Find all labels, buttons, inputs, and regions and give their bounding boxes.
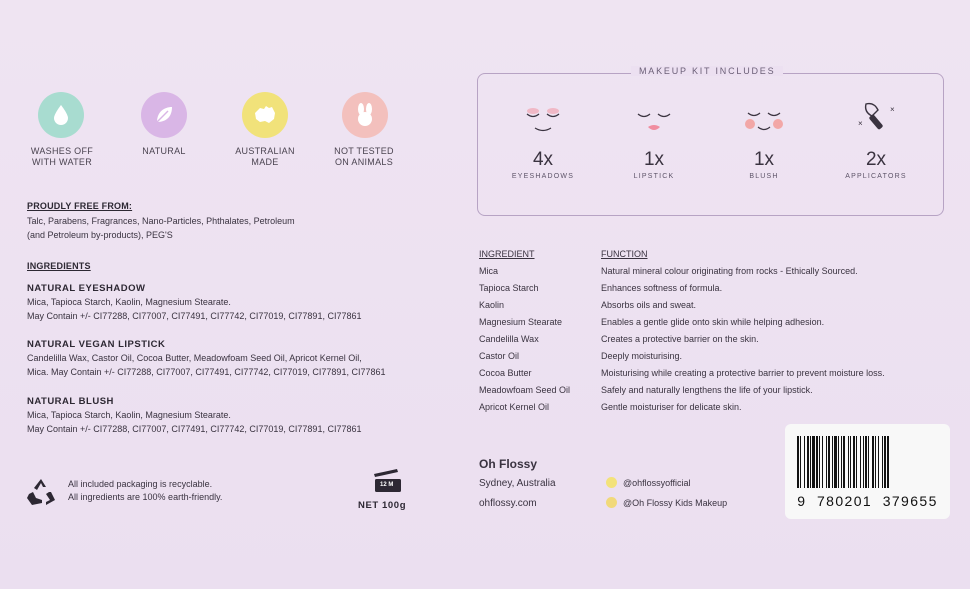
- table-cell-function: Gentle moisturiser for delicate skin.: [601, 402, 742, 412]
- ingredient-line: May Contain +/- CI77288, CI77007, CI77491, CI77742, CI77019, CI77891, CI77861: [27, 311, 362, 321]
- barcode-bar: [841, 436, 842, 488]
- barcode-bar: [816, 436, 818, 488]
- table-cell-function: Enables a gentle glide onto skin while helping adhesion.: [601, 317, 825, 327]
- barcode-bar: [838, 436, 839, 488]
- product-eyeshadow-title: NATURAL EYESHADOW: [27, 283, 146, 294]
- ingredient-line: Mica, Tapioca Starch, Kaolin, Magnesium Stearate.: [27, 297, 231, 307]
- badge-label-line: WITH WATER: [32, 157, 92, 167]
- company-location: Sydney, Australia: [479, 478, 556, 489]
- barcode-bar: [797, 436, 799, 488]
- bunny-icon: [342, 92, 388, 138]
- barcode-bar: [872, 436, 874, 488]
- barcode-bars: [797, 436, 942, 488]
- free-from-line: (and Petroleum by-products), PEG'S: [27, 230, 173, 240]
- product-lipstick-title: NATURAL VEGAN LIPSTICK: [27, 339, 166, 350]
- recycle-text: [68, 478, 222, 504]
- facebook-icon: [606, 497, 617, 508]
- barcode-bar: [843, 436, 845, 488]
- instagram-icon: [606, 477, 617, 488]
- kit-label: APPLICATORS: [845, 173, 907, 180]
- barcode-bar: [812, 436, 815, 488]
- table-cell-function: Safely and naturally lengthens the life of your lipstick.: [601, 385, 813, 395]
- barcode-bar: [800, 436, 801, 488]
- table-cell-function: Absorbs oils and sweat.: [601, 300, 697, 310]
- badge-label-line: NOT TESTED: [334, 146, 394, 156]
- product-eyeshadow-ingredients: [27, 295, 361, 323]
- barcode-bar: [865, 436, 867, 488]
- kit-count: 1x: [643, 149, 665, 170]
- ingredient-line: Candelilla Wax, Castor Oil, Cocoa Butter, Meadowfoam Seed Oil, Apricot Kernel Oil,: [27, 353, 362, 363]
- social-facebook[interactable]: [606, 497, 727, 508]
- kit-item-lipstick: [609, 100, 699, 180]
- water-drop-icon: [38, 92, 84, 138]
- header-function: FUNCTION: [601, 249, 648, 259]
- ingredients-heading: INGREDIENTS: [27, 261, 91, 271]
- barcode-bar: [832, 436, 833, 488]
- kit-count: 4x: [532, 149, 554, 170]
- kit-item-eyeshadows: [498, 100, 588, 180]
- table-cell-function: Moisturising while creating a protective barrier to prevent moisture loss.: [601, 368, 885, 378]
- ingredient-line: Mica. May Contain +/- CI77288, CI77007, CI77491, CI77742, CI77019, CI77891, CI77861: [27, 367, 386, 377]
- barcode-bar: [804, 436, 805, 488]
- barcode-group-2: 379655: [882, 493, 938, 509]
- barcode-bar: [884, 436, 886, 488]
- badge-label-line: AUSTRALIAN: [235, 146, 295, 156]
- free-from-text: [27, 214, 295, 242]
- barcode-bar: [860, 436, 861, 488]
- recycle-line: All included packaging is recyclable.: [68, 479, 213, 489]
- badge-label-line: MADE: [251, 157, 279, 167]
- net-weight: NET 100g: [358, 500, 407, 511]
- table-cell-ingredient: Cocoa Butter: [479, 368, 532, 378]
- recycle-line: All ingredients are 100% earth-friendly.: [68, 492, 223, 502]
- barcode-number: [785, 493, 950, 509]
- kit-count: 1x: [753, 149, 775, 170]
- australia-map-icon: [242, 92, 288, 138]
- face-lips-icon: [609, 100, 699, 141]
- badge-label-line: WASHES OFF: [30, 146, 94, 156]
- company-website[interactable]: ohflossy.com: [479, 498, 537, 509]
- table-cell-ingredient: Castor Oil: [479, 351, 520, 361]
- ingredient-line: Mica, Tapioca Starch, Kaolin, Magnesium Stearate.: [27, 410, 231, 420]
- barcode-bar: [882, 436, 883, 488]
- recycle-icon: [24, 476, 58, 513]
- table-cell-ingredient: Apricot Kernel Oil: [479, 402, 550, 412]
- brush-icon: [831, 100, 921, 141]
- company-name: Oh Flossy: [479, 457, 538, 471]
- barcode-bar: [848, 436, 849, 488]
- instagram-handle: @ohflossyofficial: [623, 477, 691, 488]
- pao-badge: 12 M: [380, 482, 394, 488]
- table-cell-ingredient: Mica: [479, 266, 499, 276]
- table-cell-function: Creates a protective barrier on the skin.: [601, 334, 759, 344]
- barcode-bar: [863, 436, 864, 488]
- table-cell-ingredient: Meadowfoam Seed Oil: [479, 385, 571, 395]
- product-blush-ingredients: [27, 408, 361, 436]
- svg-text:×: ×: [890, 105, 895, 114]
- kit-label: BLUSH: [749, 173, 779, 180]
- barcode-bar: [826, 436, 827, 488]
- barcode-bar: [853, 436, 855, 488]
- table-cell-ingredient: Candelilla Wax: [479, 334, 539, 344]
- kit-label: EYESHADOWS: [511, 173, 575, 180]
- open-jar-icon: [371, 466, 405, 499]
- kit-label: LIPSTICK: [633, 173, 675, 180]
- table-cell-function: Deeply moisturising.: [601, 351, 683, 361]
- product-blush-title: NATURAL BLUSH: [27, 396, 114, 407]
- kit-count: 2x: [865, 149, 887, 170]
- barcode-bar: [807, 436, 809, 488]
- barcode-bar: [850, 436, 851, 488]
- barcode-bar: [819, 436, 820, 488]
- kit-item-blush: [719, 100, 809, 180]
- barcode-bar: [810, 436, 811, 488]
- table-cell-function: Enhances softness of formula.: [601, 283, 723, 293]
- table-cell-ingredient: Magnesium Stearate: [479, 317, 563, 327]
- kit-item-applicators: [831, 100, 921, 180]
- face-closed-eyes-icon: [498, 100, 588, 141]
- face-blush-icon: [719, 100, 809, 141]
- free-from-line: Talc, Parabens, Fragrances, Nano-Particles, Phthalates, Petroleum: [27, 216, 295, 226]
- ingredient-line: May Contain +/- CI77288, CI77007, CI77491, CI77742, CI77019, CI77891, CI77861: [27, 424, 362, 434]
- barcode-bar: [878, 436, 879, 488]
- barcode-bar: [834, 436, 837, 488]
- free-from-heading: PROUDLY FREE FROM:: [27, 201, 133, 211]
- barcode-lead: 9: [797, 493, 807, 509]
- barcode-bar: [822, 436, 823, 488]
- badge-label-line: NATURAL: [142, 146, 186, 156]
- table-cell-ingredient: Tapioca Starch: [479, 283, 539, 293]
- header-ingredient: INGREDIENT: [479, 249, 535, 259]
- leaf-icon: [141, 92, 187, 138]
- table-cell-ingredient: Kaolin: [479, 300, 505, 310]
- barcode-group-1: 780201: [816, 493, 873, 509]
- barcode-bar: [875, 436, 876, 488]
- barcode-bar: [828, 436, 830, 488]
- barcode-bar: [887, 436, 889, 488]
- badge-label-line: ON ANIMALS: [334, 157, 393, 167]
- social-instagram[interactable]: [606, 477, 691, 488]
- table-cell-function: Natural mineral colour originating from rocks - Ethically Sourced.: [601, 266, 858, 276]
- product-lipstick-ingredients: [27, 351, 385, 379]
- barcode-bar: [868, 436, 869, 488]
- barcode: [785, 424, 950, 519]
- makeup-kit-title: MAKEUP KIT INCLUDES: [631, 66, 783, 76]
- barcode-bar: [856, 436, 857, 488]
- facebook-handle: @Oh Flossy Kids Makeup: [623, 497, 728, 508]
- svg-text:×: ×: [858, 119, 863, 128]
